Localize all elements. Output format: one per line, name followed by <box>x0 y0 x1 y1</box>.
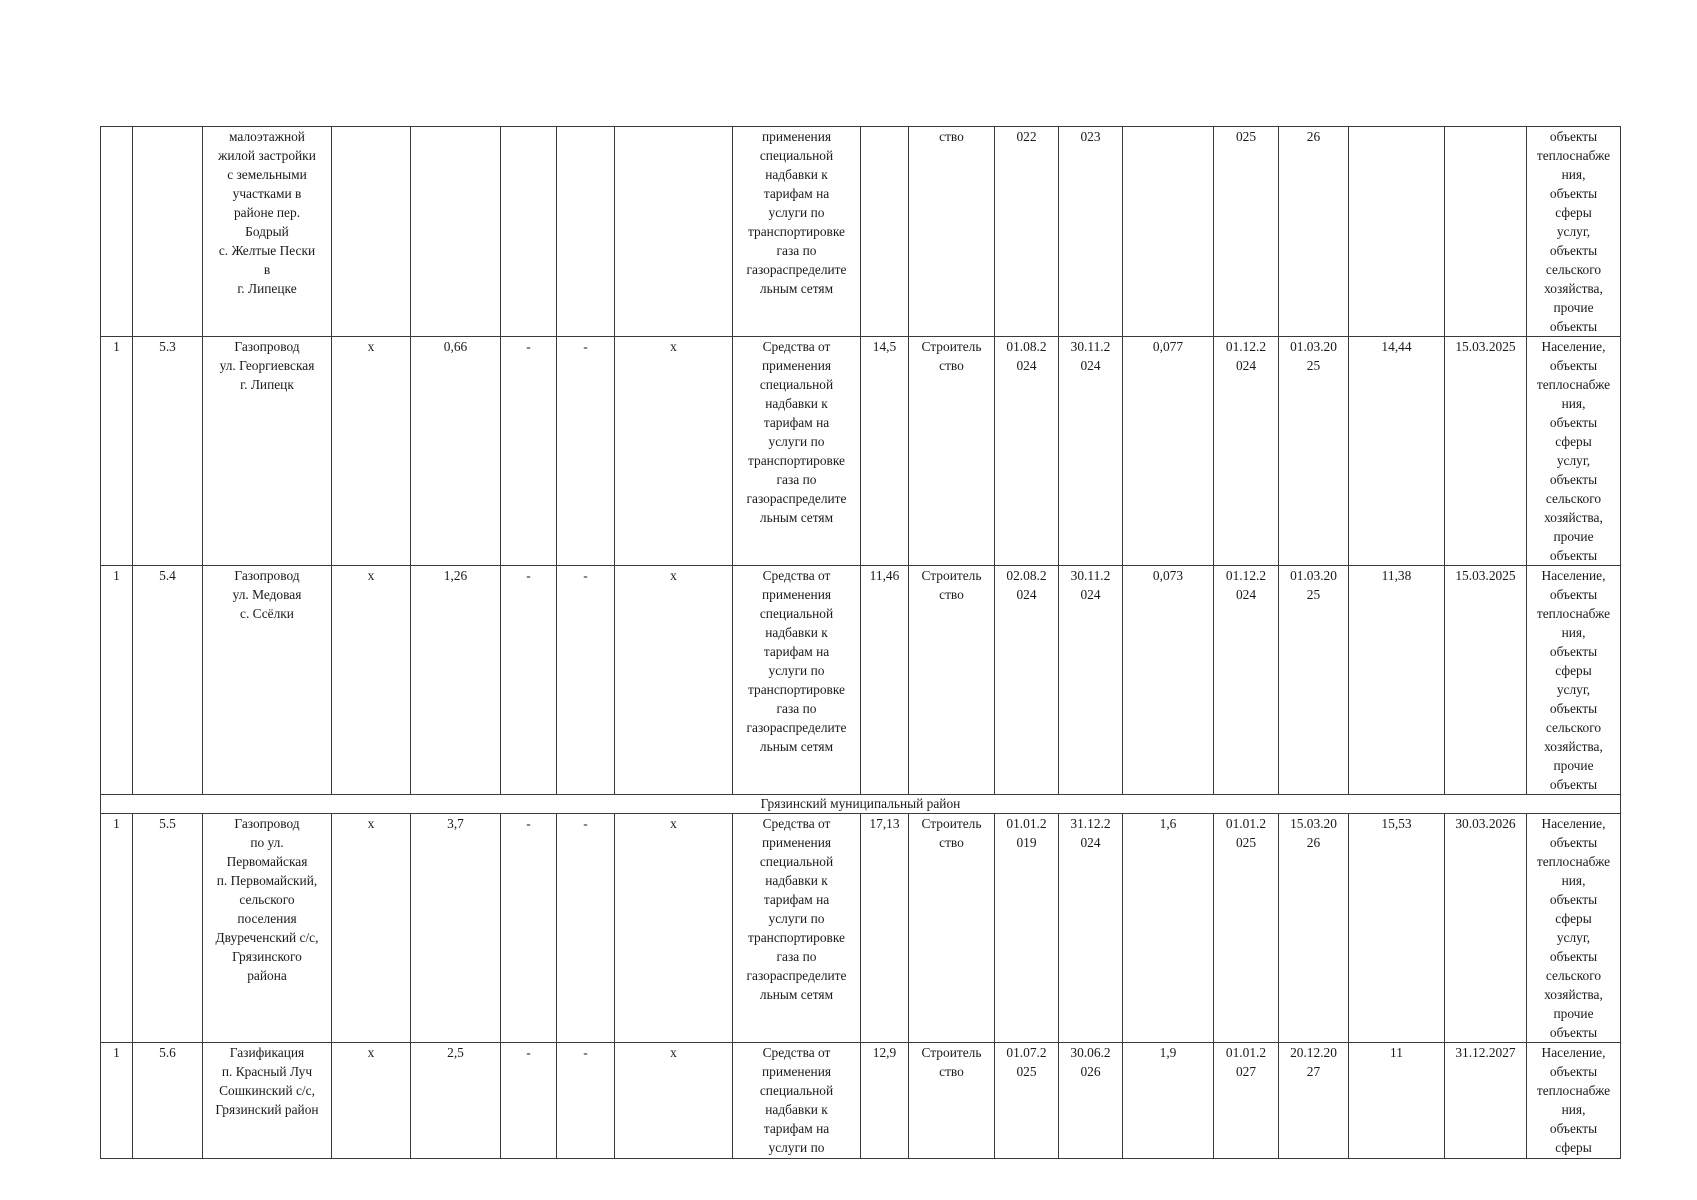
cell-cost <box>861 127 909 337</box>
table-row <box>101 127 1621 337</box>
cell-col7 <box>557 127 615 337</box>
table-row <box>101 566 1621 795</box>
cell-col7: - <box>557 337 615 566</box>
cell-start-date-2: 01.12.2 024 <box>1214 337 1279 566</box>
cell-col6: - <box>501 566 557 795</box>
cell-number: 5.3 <box>133 337 203 566</box>
cell-funding-source: Средства от применения специальной надбавки к тарифам на услуги по <box>733 1043 861 1159</box>
cell-consumers: Население, объекты теплоснабже ния, объекты сферы услуг, объекты сельского хозяйства, прочие объекты <box>1527 337 1621 566</box>
cell-work-type: Строитель ство <box>909 566 995 795</box>
cell-col6: - <box>501 1043 557 1159</box>
cell-end-date: 023 <box>1059 127 1123 337</box>
cell-funding-source: Средства от применения специальной надбавки к тарифам на услуги по транспортировке газа по газораспределите льным сетям <box>733 814 861 1043</box>
cell-end-date: 30.06.2 026 <box>1059 1043 1123 1159</box>
cell-end-date: 30.11.2 024 <box>1059 337 1123 566</box>
cell-col4: х <box>332 566 411 795</box>
cell-col6: - <box>501 814 557 1043</box>
section-header: Грязинский муниципальный район <box>101 795 1621 814</box>
cell-object-name: Газопровод по ул. Первомайская п. Первомайский, сельского поселения Двуреченский с/с, Грязинского района <box>203 814 332 1043</box>
cell-commissioning-date: 15.03.2025 <box>1445 337 1527 566</box>
cell-remaining: 14,44 <box>1349 337 1445 566</box>
cell-work-type: Строитель ство <box>909 1043 995 1159</box>
cell-length: 1,26 <box>411 566 501 795</box>
cell-funding-source: Средства от применения специальной надбавки к тарифам на услуги по транспортировке газа по газораспределите льным сетям <box>733 337 861 566</box>
cell-end-date-2: 20.12.20 27 <box>1279 1043 1349 1159</box>
section-header-row <box>101 795 1621 814</box>
cell-cost: 14,5 <box>861 337 909 566</box>
cell-object-name: Газификация п. Красный Луч Сошкинский с/с, Грязинский район <box>203 1043 332 1159</box>
cell-length: 0,66 <box>411 337 501 566</box>
cell-col8: х <box>615 1043 733 1159</box>
cell-end-date-2: 26 <box>1279 127 1349 337</box>
cell-start-date-2: 01.12.2 024 <box>1214 566 1279 795</box>
cell-col8: х <box>615 814 733 1043</box>
cell-consumers: объекты теплоснабже ния, объекты сферы услуг, объекты сельского хозяйства, прочие объекты <box>1527 127 1621 337</box>
cell-col4 <box>332 127 411 337</box>
cell-cost: 17,13 <box>861 814 909 1043</box>
investment-program-table <box>100 126 1621 1159</box>
cell-end-date-2: 01.03.20 25 <box>1279 566 1349 795</box>
cell-col6 <box>501 127 557 337</box>
table-row <box>101 337 1621 566</box>
cell-end-date: 30.11.2 024 <box>1059 566 1123 795</box>
cell-col8: х <box>615 566 733 795</box>
cell-start-date: 02.08.2 024 <box>995 566 1059 795</box>
cell-start-date: 022 <box>995 127 1059 337</box>
cell-spent <box>1123 127 1214 337</box>
cell-start-date: 01.01.2 019 <box>995 814 1059 1043</box>
cell-index: 1 <box>101 1043 133 1159</box>
cell-start-date: 01.08.2 024 <box>995 337 1059 566</box>
cell-funding-source: применения специальной надбавки к тарифам на услуги по транспортировке газа по газораспределите льным сетям <box>733 127 861 337</box>
cell-cost: 12,9 <box>861 1043 909 1159</box>
cell-col7: - <box>557 566 615 795</box>
cell-number: 5.4 <box>133 566 203 795</box>
cell-funding-source: Средства от применения специальной надбавки к тарифам на услуги по транспортировке газа по газораспределите льным сетям <box>733 566 861 795</box>
cell-col4: х <box>332 1043 411 1159</box>
cell-spent: 1,6 <box>1123 814 1214 1043</box>
table-row <box>101 814 1621 1043</box>
cell-number: 5.6 <box>133 1043 203 1159</box>
cell-start-date-2: 025 <box>1214 127 1279 337</box>
cell-col7: - <box>557 814 615 1043</box>
cell-spent: 1,9 <box>1123 1043 1214 1159</box>
cell-index <box>101 127 133 337</box>
cell-remaining: 15,53 <box>1349 814 1445 1043</box>
table-row <box>101 1043 1621 1159</box>
cell-end-date-2: 15.03.20 26 <box>1279 814 1349 1043</box>
cell-commissioning-date <box>1445 127 1527 337</box>
cell-cost: 11,46 <box>861 566 909 795</box>
cell-consumers: Население, объекты теплоснабже ния, объекты сферы услуг, объекты сельского хозяйства, прочие объекты <box>1527 814 1621 1043</box>
cell-start-date-2: 01.01.2 027 <box>1214 1043 1279 1159</box>
cell-length: 2,5 <box>411 1043 501 1159</box>
cell-start-date-2: 01.01.2 025 <box>1214 814 1279 1043</box>
cell-work-type: ство <box>909 127 995 337</box>
cell-consumers: Население, объекты теплоснабже ния, объекты сферы <box>1527 1043 1621 1159</box>
cell-commissioning-date: 30.03.2026 <box>1445 814 1527 1043</box>
cell-end-date: 31.12.2 024 <box>1059 814 1123 1043</box>
cell-col4: х <box>332 337 411 566</box>
cell-start-date: 01.07.2 025 <box>995 1043 1059 1159</box>
cell-object-name: Газопровод ул. Медовая с. Ссёлки <box>203 566 332 795</box>
cell-remaining: 11,38 <box>1349 566 1445 795</box>
cell-commissioning-date: 31.12.2027 <box>1445 1043 1527 1159</box>
cell-remaining <box>1349 127 1445 337</box>
cell-work-type: Строитель ство <box>909 814 995 1043</box>
cell-spent: 0,077 <box>1123 337 1214 566</box>
cell-work-type: Строитель ство <box>909 337 995 566</box>
cell-col7: - <box>557 1043 615 1159</box>
cell-object-name: малоэтажной жилой застройки с земельными участками в районе пер. Бодрый с. Желтые Пески в г. Липецке <box>203 127 332 337</box>
cell-spent: 0,073 <box>1123 566 1214 795</box>
cell-index: 1 <box>101 814 133 1043</box>
cell-number: 5.5 <box>133 814 203 1043</box>
cell-consumers: Население, объекты теплоснабже ния, объекты сферы услуг, объекты сельского хозяйства, прочие объекты <box>1527 566 1621 795</box>
cell-length <box>411 127 501 337</box>
cell-commissioning-date: 15.03.2025 <box>1445 566 1527 795</box>
cell-col8: х <box>615 337 733 566</box>
cell-length: 3,7 <box>411 814 501 1043</box>
cell-col8 <box>615 127 733 337</box>
cell-number <box>133 127 203 337</box>
cell-index: 1 <box>101 337 133 566</box>
cell-object-name: Газопровод ул. Георгиевская г. Липецк <box>203 337 332 566</box>
cell-end-date-2: 01.03.20 25 <box>1279 337 1349 566</box>
cell-col4: х <box>332 814 411 1043</box>
cell-remaining: 11 <box>1349 1043 1445 1159</box>
cell-index: 1 <box>101 566 133 795</box>
cell-col6: - <box>501 337 557 566</box>
